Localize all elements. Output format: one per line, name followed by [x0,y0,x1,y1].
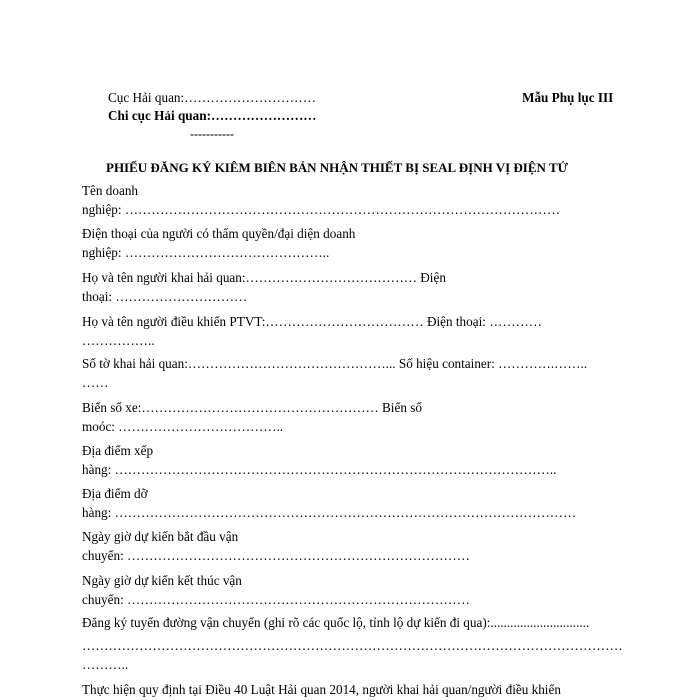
dia-diem-xep-label: Địa điểm xếp [82,443,154,458]
thuc-hien-paragraph: Thực hiện quy định tại Điều 40 Luật Hải quan 2014, người khai hải quan/người điều khiển [82,682,561,697]
dien-thoai-dai-dien-label: Điện thoại của người có thẩm quyền/đại diện doanh [82,226,356,241]
ngay-bat-dau-label: Ngày giờ dự kiến bắt đầu vận [82,529,239,544]
chi-cuc-hai-quan: Chi cục Hải quan:…………………… [108,108,317,123]
dia-diem-do-field[interactable]: hàng: …………………………………………………………………………………………… [82,505,577,520]
dia-diem-xep-field[interactable]: hàng: ……………………………………………………………………………………….. [82,462,557,477]
dien-thoai-dieu-khien-continued[interactable]: …………….. [82,333,155,348]
header-separator: ----------- [190,127,234,141]
ngay-bat-dau-field[interactable]: chuyển: …………………………………………………………………… [82,548,470,563]
ten-doanh-nghiep-field[interactable]: nghiệp: ……………………………………………………………………………………… [82,202,561,217]
so-hieu-container-continued[interactable]: …… [82,375,109,390]
ngay-ket-thuc-label: Ngày giờ dự kiến kết thúc vận [82,573,242,588]
tuyen-duong-field-continued[interactable]: ……….. [82,657,129,672]
ten-doanh-nghiep-label: Tên doanh [82,183,139,198]
dien-thoai-dai-dien-field[interactable]: nghiệp: ……………………………………….. [82,245,330,260]
ngay-ket-thuc-field[interactable]: chuyển: …………………………………………………………………… [82,592,470,607]
ho-ten-nguoi-khai-field[interactable]: Họ và tên người khai hải quan:………………………………… Điện [82,270,446,285]
tuyen-duong-field[interactable]: …………………………………………………………………………………………………………… [82,638,623,653]
dien-thoai-nguoi-khai-field[interactable]: thoại: ………………………… [82,289,248,304]
form-code: Mẫu Phụ lục III [522,90,614,105]
so-to-khai-field[interactable]: Số tờ khai hải quan:………………………………………... Số hiệu container: ………….…….. [82,356,588,371]
ho-ten-nguoi-dieu-khien-field[interactable]: Họ và tên người điều khiển PTVT:……………………………… Điện thoại: ………… [82,314,542,329]
bien-so-xe-field[interactable]: Biển số xe:……………………………………………… Biển số [82,400,422,415]
bien-so-mooc-field[interactable]: moóc: ……………………………….. [82,419,284,434]
tuyen-duong-label[interactable]: Đăng ký tuyến đường vận chuyển (ghi rõ các quốc lộ, tỉnh lộ dự kiến đi qua):.............................. [82,615,590,630]
form-title: PHIẾU ĐĂNG KÝ KIÊM BIÊN BẢN NHẬN THIẾT BỊ SEAL ĐỊNH VỊ ĐIỆN TỬ [106,160,568,175]
dia-diem-do-label: Địa điểm dỡ [82,486,148,501]
cuc-hai-quan: Cục Hải quan:………………………… [108,90,317,105]
